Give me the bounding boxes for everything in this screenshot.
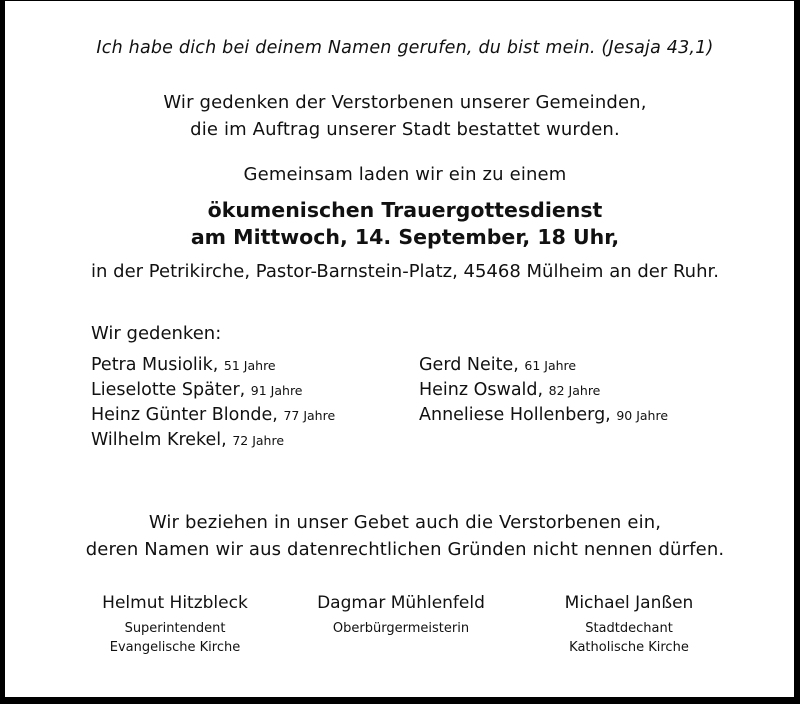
deceased-name: Petra Musiolik,: [91, 355, 219, 375]
deceased-name: Gerd Neite,: [419, 355, 519, 375]
location-text: in der Petrikirche, Pastor-Barnstein-Platz, 45468 Mülheim an der Ruhr.: [91, 261, 719, 282]
deceased-item: [419, 353, 668, 378]
deceased-name: Anneliese Hollenberg,: [419, 405, 611, 425]
signature-role-line-1: Superintendent: [124, 621, 226, 636]
signature-role: [75, 619, 275, 657]
signature-name: Helmut Hitzbleck: [102, 593, 248, 613]
deceased-item: [91, 378, 335, 403]
deceased-list-left: [91, 353, 335, 453]
deceased-item: [91, 353, 335, 378]
signature-role-line-2: Evangelische Kirche: [109, 640, 241, 655]
intro-line-2: die im Auftrag unserer Stadt bestattet wurden.: [190, 119, 620, 140]
bible-quote: Ich habe dich bei deinem Namen gerufen, du bist mein. (Jesaja 43,1): [96, 38, 714, 58]
deceased-list-right: [419, 353, 668, 428]
invite-text: Gemeinsam laden wir ein zu einem: [243, 164, 567, 185]
deceased-name: Wilhelm Krekel,: [91, 430, 227, 450]
deceased-age: 61 Jahre: [524, 358, 577, 373]
deceased-name: Heinz Oswald,: [419, 380, 544, 400]
signature-superintendent: [75, 591, 275, 657]
deceased-age: 72 Jahre: [232, 433, 285, 448]
signature-role-line-1: Stadtdechant: [585, 621, 673, 636]
deceased-item: [91, 403, 335, 428]
deceased-age: 90 Jahre: [616, 408, 669, 423]
headline-line-1: ökumenischen Trauergottesdienst: [207, 198, 603, 222]
intro-line-1: Wir gedenken der Verstorbenen unserer Gemeinden,: [163, 92, 647, 113]
deceased-item: [419, 378, 668, 403]
closing-line-1: Wir beziehen in unser Gebet auch die Verstorbenen ein,: [148, 512, 662, 533]
deceased-name: Lieselotte Später,: [91, 380, 246, 400]
deceased-item: [91, 428, 335, 453]
signature-dean: [529, 591, 729, 657]
signature-mayor: [301, 591, 501, 638]
signature-name: Dagmar Mühlenfeld: [317, 593, 485, 613]
signature-role-line-2: Katholische Kirche: [569, 640, 689, 655]
headline-line-2: am Mittwoch, 14. September, 18 Uhr,: [190, 225, 620, 249]
deceased-age: 91 Jahre: [250, 383, 303, 398]
deceased-name: Heinz Günter Blonde,: [91, 405, 278, 425]
closing-line-2: deren Namen wir aus datenrechtlichen Gründen nicht nennen dürfen.: [85, 539, 725, 560]
signature-role: [301, 619, 501, 638]
signature-role: [529, 619, 729, 657]
deceased-age: 82 Jahre: [548, 383, 601, 398]
service-headline: [5, 197, 800, 251]
deceased-age: 51 Jahre: [223, 358, 276, 373]
deceased-age: 77 Jahre: [283, 408, 336, 423]
signature-name: Michael Janßen: [564, 593, 694, 613]
intro-text: [5, 89, 800, 143]
deceased-item: [419, 403, 668, 428]
list-heading: Wir gedenken:: [91, 323, 222, 344]
closing-text: [5, 509, 800, 563]
signature-role-line-1: Oberbürgermeisterin: [332, 621, 470, 636]
